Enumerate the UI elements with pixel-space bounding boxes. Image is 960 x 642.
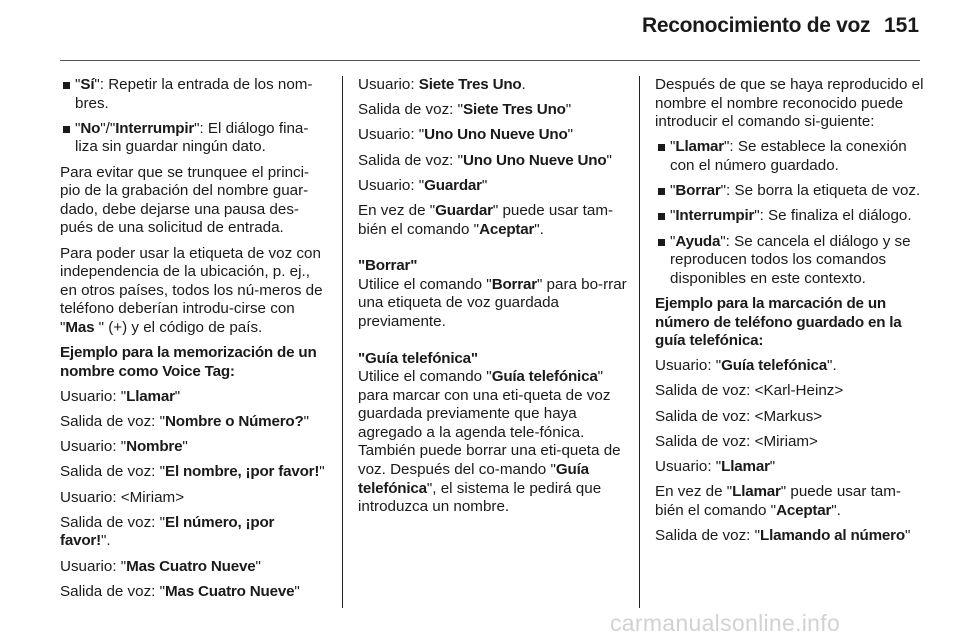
page-header-title: Reconocimiento de voz: [642, 14, 871, 37]
paragraph: Utilice el comando "Guía telefónica" para marcar con una eti-queta de voz guardada previamente que haya agregado a la agenda tele-fónica. También puede borrar una eti-queta de voz. Después del co-mando "Guía telefónica", el sistema le pedirá que introduzca un nombre.: [358, 368, 621, 516]
page-number: 151: [884, 14, 920, 37]
dialog-line: Usuario: Siete Tres Uno.: [358, 76, 526, 93]
bullet-square-icon: [658, 144, 665, 151]
dialog-line: Salida de voz: "Nombre o Número?": [60, 413, 309, 431]
bullet-square-icon: [63, 82, 70, 89]
watermark: carmanualsonline.info: [610, 610, 841, 636]
dialog-line: Salida de voz: <Miriam>: [655, 432, 818, 450]
bullet-item: "Ayuda": Se cancela el diálogo y se reproducen todos los comandos disponibles en este contexto.: [655, 233, 925, 289]
column-divider: [342, 76, 343, 608]
bullet-item: "Sí": Repetir la entrada de los nom-bres.: [60, 76, 328, 113]
text-column-right: [655, 76, 925, 552]
text-column-middle: [358, 76, 628, 523]
dialog-line: Usuario: "Nombre": [60, 438, 188, 456]
dialog-line: Salida de voz: <Karl-Heinz>: [655, 382, 844, 400]
paragraph: Para evitar que se trunquee el princi-pio de la grabación del nombre guar-dado, debe dejarse una pausa des-pués de una solicitud de entrada.: [60, 163, 310, 237]
bullet-square-icon: [658, 239, 665, 246]
dialog-line: Usuario: "Mas Cuatro Nueve": [60, 557, 261, 575]
section-heading: Ejemplo para la memorización de un nombre como Voice Tag:: [60, 344, 317, 380]
bullet-square-icon: [658, 188, 665, 195]
dialog-line: Salida de voz: "Siete Tres Uno": [358, 101, 572, 119]
bullet-item: "Llamar": Se establece la conexión con el número guardado.: [655, 138, 925, 175]
paragraph: Utilice el comando "Borrar" para bo-rrar una etiqueta de voz guardada previamente.: [358, 275, 627, 330]
section-heading: Ejemplo para la marcación de un número de teléfono guardado en la guía telefónica:: [655, 294, 902, 350]
dialog-line: Salida de voz: "Uno Uno Nueve Uno": [358, 151, 612, 169]
dialog-line: Salida de voz: "Llamando al número": [655, 527, 911, 544]
dialog-line: Usuario: "Llamar": [60, 387, 181, 405]
paragraph: En vez de "Guardar" puede usar tam-bién el comando "Aceptar".: [358, 201, 614, 238]
dialog-line: Usuario: "Uno Uno Nueve Uno": [358, 126, 573, 144]
paragraph: En vez de "Llamar" puede usar tam-bién el comando "Aceptar".: [655, 483, 901, 519]
text-column-left: [60, 76, 328, 608]
dialog-line: Usuario: "Guía telefónica".: [655, 357, 837, 375]
dialog-line: Usuario: "Guardar": [358, 176, 488, 194]
paragraph: Para poder usar la etiqueta de voz con independencia de la ubicación, p. ej., en otros países, todos los nú-meros de teléfono deberían introdu-cirse con "Mas " (+) y el código de país.: [60, 244, 323, 336]
header-divider: [60, 60, 920, 61]
bullet-item: "Borrar": Se borra la etiqueta de voz.: [655, 182, 925, 201]
dialog-line: Salida de voz: "El número, ¡por favor!".: [60, 513, 275, 550]
paragraph: Después de que se haya reproducido el nombre el nombre reconocido puede introducir el comando si-guiente:: [655, 76, 924, 131]
section-heading: "Guía telefónica": [358, 349, 478, 367]
dialog-line: Salida de voz: <Markus>: [655, 407, 823, 425]
dialog-line: Usuario: "Llamar": [655, 458, 776, 476]
bullet-item: "No"/"Interrumpir": El diálogo fina-liza sin guardar ningún dato.: [60, 120, 328, 157]
dialog-line: Salida de voz: "El nombre, ¡por favor!": [60, 463, 325, 481]
dialog-line: Usuario: <Miriam>: [60, 488, 185, 506]
column-divider: [639, 76, 640, 608]
bullet-item: "Interrumpir": Se finaliza el diálogo.: [655, 207, 925, 226]
bullet-square-icon: [63, 126, 70, 133]
section-heading: "Borrar": [358, 257, 418, 275]
bullet-square-icon: [658, 213, 665, 220]
dialog-line: Salida de voz: "Mas Cuatro Nueve": [60, 582, 300, 600]
